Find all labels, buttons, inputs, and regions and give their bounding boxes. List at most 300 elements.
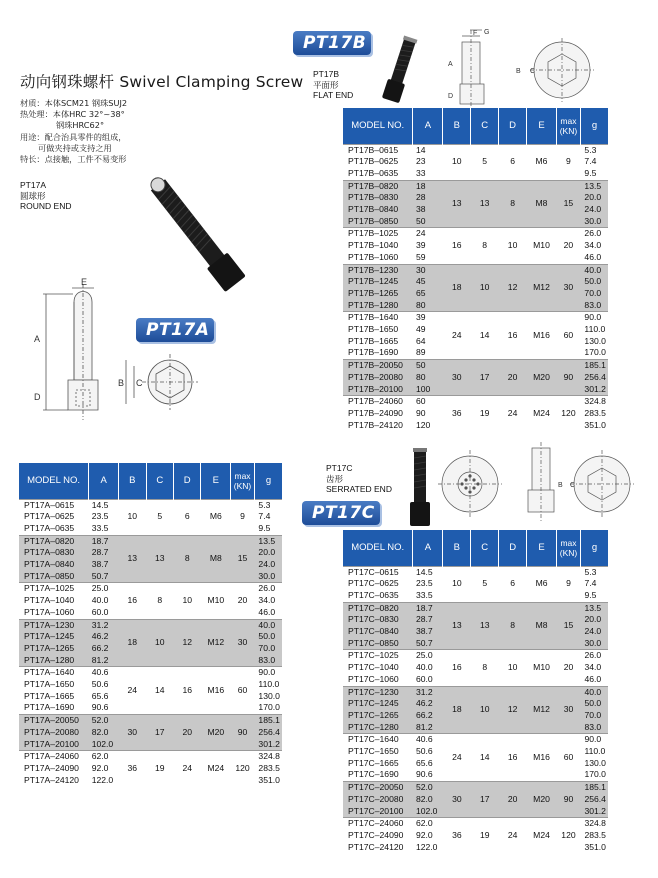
model-number-cell xyxy=(343,264,413,276)
model-number-cell xyxy=(343,590,413,602)
dim-c-cell: 14 xyxy=(146,667,173,715)
dim-a-cell: 50 xyxy=(413,216,443,228)
model-suffix: 0615 xyxy=(379,144,399,155)
model-number-cell xyxy=(343,769,413,781)
model-prefix: PT17C– xyxy=(348,578,380,589)
dim-a-cell: 50.6 xyxy=(91,679,109,690)
model-prefix: PT17B– xyxy=(348,407,380,418)
dim-label-f: F xyxy=(473,30,478,37)
model-suffix: 24090 xyxy=(379,407,403,418)
spec-table-pt17a xyxy=(19,463,282,786)
table-row xyxy=(19,535,282,547)
model-prefix: PT17A– xyxy=(24,583,56,594)
dim-c-cell: 5 xyxy=(471,144,499,180)
dim-label-c-a: C xyxy=(136,378,143,388)
dim-a-cell: 28.7 xyxy=(413,614,443,626)
model-prefix: PT17A– xyxy=(24,702,56,713)
model-suffix: 1265 xyxy=(379,709,399,720)
model-prefix: PT17A– xyxy=(24,751,56,762)
spec-line-heat-treatment: 热处理：本体HRC 32°~38° xyxy=(20,109,125,120)
model-number-cell xyxy=(343,276,413,288)
dim-c-cell: 8 xyxy=(146,583,173,619)
model-number-cell xyxy=(343,408,413,420)
model-prefix: PT17B– xyxy=(348,167,380,178)
model-prefix: PT17A– xyxy=(24,499,56,510)
max-load-cell: 90 xyxy=(556,360,580,396)
dim-a-cell: 92.0 xyxy=(91,762,109,773)
model-prefix: PT17B– xyxy=(348,396,380,407)
dim-a-cell: 60 xyxy=(413,396,443,408)
model-prefix: PT17C– xyxy=(348,566,380,577)
model-suffix: 20100 xyxy=(379,383,403,394)
model-prefix: PT17A– xyxy=(24,762,56,773)
table-row xyxy=(343,686,608,698)
model-number-cell xyxy=(19,775,89,787)
table-header-row xyxy=(343,530,608,566)
dim-c-cell: 8 xyxy=(471,228,499,264)
weight-cell: 7.4 xyxy=(258,511,271,522)
weight-cell: 185.1 xyxy=(580,782,608,794)
model-number-cell xyxy=(19,571,89,583)
thread-e-cell: M12 xyxy=(527,264,557,312)
dim-a-cell: 38 xyxy=(413,204,443,216)
dim-b-cell: 30 xyxy=(443,360,471,396)
dim-a-cell: 81.2 xyxy=(89,655,119,667)
model-suffix: 1280 xyxy=(379,721,399,732)
column-header: D xyxy=(174,463,201,499)
column-header: D xyxy=(499,530,527,566)
dim-label-a: A xyxy=(34,334,41,344)
model-number-cell xyxy=(343,698,413,710)
dim-a-cell: 31.2 xyxy=(413,686,443,698)
dim-a-cell: 23.5 xyxy=(415,578,433,589)
dim-a-cell: 82.0 xyxy=(89,727,119,739)
weight-cell: 20.0 xyxy=(580,192,608,204)
dim-label-b-a: B xyxy=(118,378,125,388)
model-suffix: 20050 xyxy=(55,715,79,726)
weight-cell: 5.3 xyxy=(254,499,282,511)
model-number-cell xyxy=(343,252,413,264)
spec-line-feature: 特长：点接触，工件不易变形 xyxy=(20,154,127,165)
drawing-pt17c xyxy=(440,440,640,530)
model-prefix: PT17B– xyxy=(348,180,380,191)
model-suffix: 1245 xyxy=(55,631,75,642)
model-suffix: 1650 xyxy=(379,324,399,335)
dim-a-cell: 28 xyxy=(413,192,443,204)
model-prefix: PT17C– xyxy=(348,698,380,709)
model-suffix: 24090 xyxy=(379,829,404,840)
dim-d-cell: 24 xyxy=(174,751,201,787)
model-number-cell xyxy=(343,396,413,408)
thread-e-cell: M20 xyxy=(527,782,557,818)
weight-cell: 13.5 xyxy=(254,535,282,547)
dim-c-cell: 17 xyxy=(471,360,499,396)
dim-b-cell: 16 xyxy=(443,228,471,264)
model-prefix: PT17A– xyxy=(24,679,56,690)
model-number-cell xyxy=(343,420,413,432)
dim-c-cell: 5 xyxy=(146,499,173,535)
dim-d-cell: 20 xyxy=(499,782,527,818)
model-prefix: PT17C– xyxy=(348,782,380,793)
weight-cell: 46.0 xyxy=(584,673,602,684)
dim-a-cell: 102.0 xyxy=(89,739,119,751)
weight-cell: 83.0 xyxy=(580,722,608,734)
thread-e-cell: M10 xyxy=(527,650,557,686)
weight-cell: 351.0 xyxy=(258,774,280,785)
dim-label-g: G xyxy=(484,29,490,36)
model-number-cell xyxy=(343,662,413,674)
model-suffix: 1690 xyxy=(379,769,399,780)
weight-cell: 7.4 xyxy=(584,578,597,589)
model-prefix: PT17C– xyxy=(348,614,380,625)
dim-b-cell: 16 xyxy=(119,583,146,619)
model-number-cell xyxy=(343,794,413,806)
weight-cell: 70.0 xyxy=(254,643,282,655)
model-prefix: PT17C– xyxy=(348,686,380,697)
dim-b-cell: 16 xyxy=(443,650,471,686)
max-load-cell: 90 xyxy=(557,782,581,818)
model-suffix: 0830 xyxy=(55,547,75,558)
dim-label-d-b: D xyxy=(448,93,454,100)
weight-cell: 20.0 xyxy=(254,547,282,559)
weight-cell: 170.0 xyxy=(584,347,606,358)
model-number-cell xyxy=(19,643,89,655)
model-prefix: PT17A– xyxy=(24,606,56,617)
dim-a-cell: 39 xyxy=(413,312,443,324)
weight-cell: 110.0 xyxy=(584,324,606,335)
model-prefix: PT17A– xyxy=(24,535,56,546)
model-number-cell xyxy=(343,360,413,372)
model-prefix: PT17A– xyxy=(24,715,56,726)
model-suffix: 1665 xyxy=(379,757,399,768)
weight-cell: 283.5 xyxy=(584,407,606,418)
model-prefix: PT17B– xyxy=(348,335,380,346)
dim-a-cell: 46.2 xyxy=(413,698,443,710)
dim-d-cell: 8 xyxy=(499,602,527,650)
column-header: B xyxy=(443,530,471,566)
weight-cell: 46.0 xyxy=(584,251,602,262)
weight-cell: 83.0 xyxy=(254,655,282,667)
dim-label-a-b: A xyxy=(448,61,453,68)
model-prefix: PT17C– xyxy=(348,650,380,661)
model-suffix: 0840 xyxy=(379,204,399,215)
dim-a-cell: 50.7 xyxy=(413,638,443,650)
model-suffix: 20080 xyxy=(379,793,404,804)
model-number-cell xyxy=(343,842,413,854)
dim-d-cell: 16 xyxy=(174,667,201,715)
dim-d-cell: 10 xyxy=(499,650,527,686)
dim-a-cell: 52.0 xyxy=(89,715,119,727)
dim-d-cell: 10 xyxy=(174,583,201,619)
model-number-cell xyxy=(19,595,89,607)
dim-b-cell: 13 xyxy=(119,535,146,583)
variant-a-code: PT17A xyxy=(20,180,46,190)
model-suffix: 1025 xyxy=(55,583,75,594)
model-suffix: 1040 xyxy=(379,240,399,251)
model-suffix: 24060 xyxy=(55,751,79,762)
model-prefix: PT17C– xyxy=(348,721,380,732)
model-number-cell xyxy=(343,758,413,770)
dim-a-cell: 100 xyxy=(413,384,443,396)
model-suffix: 24090 xyxy=(55,762,79,773)
model-prefix: PT17A– xyxy=(24,631,56,642)
dim-b-cell: 18 xyxy=(119,619,146,667)
model-number-cell xyxy=(19,499,89,511)
model-number-cell xyxy=(343,818,413,830)
dim-a-cell: 18.7 xyxy=(413,602,443,614)
dim-a-cell: 90 xyxy=(415,407,426,418)
column-header: E xyxy=(527,530,557,566)
table-row xyxy=(343,144,608,156)
weight-cell: 301.2 xyxy=(254,739,282,751)
dim-a-cell: 33.5 xyxy=(415,589,433,600)
weight-cell: 46.0 xyxy=(258,606,276,617)
dim-b-cell: 30 xyxy=(119,715,146,751)
model-number-cell xyxy=(19,679,89,691)
column-header: max (KN) xyxy=(231,463,255,499)
column-header: C xyxy=(146,463,173,499)
dim-a-cell: 33.5 xyxy=(91,522,109,533)
model-prefix: PT17B– xyxy=(348,360,380,371)
column-header: MODEL NO. xyxy=(343,108,413,144)
weight-cell: 34.0 xyxy=(258,595,276,606)
model-suffix: 0820 xyxy=(379,602,399,613)
model-number-cell xyxy=(343,312,413,324)
weight-cell: 324.8 xyxy=(580,396,608,408)
model-suffix: 1690 xyxy=(379,347,399,358)
model-suffix: 20100 xyxy=(55,738,79,749)
weight-cell: 301.2 xyxy=(580,806,608,818)
model-suffix: 0840 xyxy=(379,626,399,637)
model-number-cell xyxy=(19,739,89,751)
weight-cell: 351.0 xyxy=(584,841,606,852)
dim-b-cell: 10 xyxy=(119,499,146,535)
model-suffix: 1060 xyxy=(55,606,75,617)
model-prefix: PT17C– xyxy=(348,734,380,745)
weight-cell: 24.0 xyxy=(580,204,608,216)
thread-e-cell: M20 xyxy=(201,715,231,751)
model-prefix: PT17C– xyxy=(348,818,380,829)
weight-cell: 24.0 xyxy=(580,626,608,638)
weight-cell: 50.0 xyxy=(580,698,608,710)
model-number-cell xyxy=(343,614,413,626)
dim-a-cell: 92.0 xyxy=(415,829,433,840)
dim-a-cell: 82.0 xyxy=(413,794,443,806)
model-prefix: PT17C– xyxy=(348,841,380,852)
model-number-cell xyxy=(343,336,413,348)
model-number-cell xyxy=(343,734,413,746)
model-number-cell xyxy=(343,204,413,216)
weight-cell: 130.0 xyxy=(584,757,606,768)
max-load-cell: 60 xyxy=(556,312,580,360)
column-header: max (KN) xyxy=(556,108,580,144)
variant-label-c xyxy=(326,463,392,495)
dim-a-cell: 90.6 xyxy=(91,702,109,713)
model-number-cell xyxy=(343,144,413,156)
dim-a-cell: 30 xyxy=(413,264,443,276)
dim-a-cell: 18.7 xyxy=(89,535,119,547)
model-suffix: 0830 xyxy=(379,614,399,625)
model-number-cell xyxy=(343,288,413,300)
dim-d-cell: 6 xyxy=(499,144,527,180)
dim-a-cell: 23 xyxy=(415,156,426,167)
dim-c-cell: 10 xyxy=(471,686,499,734)
max-load-cell: 120 xyxy=(557,818,581,854)
dim-a-cell: 33 xyxy=(415,167,426,178)
column-header: E xyxy=(201,463,231,499)
model-number-cell xyxy=(343,168,413,180)
thread-e-cell: M16 xyxy=(201,667,231,715)
thread-e-cell: M10 xyxy=(201,583,231,619)
dim-a-cell: 50.6 xyxy=(415,746,433,757)
dim-b-cell: 10 xyxy=(443,144,471,180)
model-number-cell xyxy=(19,631,89,643)
model-number-cell xyxy=(343,674,413,686)
model-suffix: 1245 xyxy=(379,276,399,287)
model-suffix: 1040 xyxy=(55,595,75,606)
dim-a-cell: 31.2 xyxy=(89,619,119,631)
model-suffix: 0635 xyxy=(379,589,399,600)
dim-a-cell: 40.0 xyxy=(415,662,433,673)
model-prefix: PT17B– xyxy=(348,347,380,358)
model-suffix: 1265 xyxy=(55,642,75,653)
dim-d-cell: 8 xyxy=(499,180,527,228)
weight-cell: 70.0 xyxy=(580,710,608,722)
dim-a-cell: 18 xyxy=(413,180,443,192)
product-title: 动向钢珠螺杆 Swivel Clamping Screw xyxy=(20,73,304,91)
weight-cell: 34.0 xyxy=(584,240,602,251)
table-row xyxy=(19,751,282,763)
model-number-cell xyxy=(19,702,89,714)
dim-a-cell: 122.0 xyxy=(415,841,438,852)
spec-table-pt17c xyxy=(343,530,608,853)
dim-a-cell: 52.0 xyxy=(413,782,443,794)
model-prefix: PT17C– xyxy=(348,769,380,780)
dim-a-cell: 38.7 xyxy=(413,626,443,638)
table-row xyxy=(343,782,608,794)
model-number-cell xyxy=(343,192,413,204)
model-number-cell xyxy=(19,619,89,631)
table-row xyxy=(343,602,608,614)
dim-c-cell: 13 xyxy=(146,535,173,583)
weight-cell: 324.8 xyxy=(580,818,608,830)
model-prefix: PT17B– xyxy=(348,299,380,310)
model-prefix: PT17B– xyxy=(348,240,380,251)
model-prefix: PT17B– xyxy=(348,419,380,430)
weight-cell: 7.4 xyxy=(584,156,597,167)
table-row xyxy=(19,667,282,679)
dim-c-cell: 17 xyxy=(471,782,499,818)
weight-cell: 40.0 xyxy=(580,264,608,276)
model-prefix: PT17C– xyxy=(348,829,380,840)
dim-a-cell: 59 xyxy=(415,251,426,262)
column-header: MODEL NO. xyxy=(343,530,413,566)
weight-cell: 50.0 xyxy=(254,631,282,643)
dim-c-cell: 10 xyxy=(471,264,499,312)
model-number-cell xyxy=(343,384,413,396)
model-suffix: 1280 xyxy=(55,654,75,665)
dim-a-cell: 40.6 xyxy=(413,734,443,746)
weight-cell: 26.0 xyxy=(580,650,608,662)
column-header: B xyxy=(443,108,471,144)
max-load-cell: 20 xyxy=(556,228,580,264)
weight-cell: 26.0 xyxy=(580,228,608,240)
model-suffix: 1665 xyxy=(379,335,399,346)
table-row xyxy=(19,715,282,727)
max-load-cell: 9 xyxy=(231,499,255,535)
model-suffix: 0830 xyxy=(379,192,399,203)
model-prefix: PT17B– xyxy=(348,204,380,215)
drawing-pt17a xyxy=(28,277,208,430)
weight-cell: 110.0 xyxy=(584,746,606,757)
model-prefix: PT17B– xyxy=(348,371,380,382)
model-suffix: 1230 xyxy=(379,686,399,697)
model-number-cell xyxy=(343,782,413,794)
model-number-cell xyxy=(343,324,413,336)
dim-a-cell: 66.2 xyxy=(89,643,119,655)
weight-cell: 30.0 xyxy=(580,638,608,650)
column-header: A xyxy=(413,530,443,566)
table-row xyxy=(343,228,608,240)
thread-e-cell: M8 xyxy=(201,535,231,583)
weight-cell: 256.4 xyxy=(580,372,608,384)
dim-d-cell: 6 xyxy=(174,499,201,535)
table-row xyxy=(19,499,282,511)
weight-cell: 324.8 xyxy=(254,751,282,763)
max-load-cell: 20 xyxy=(231,583,255,619)
model-suffix: 24120 xyxy=(55,774,79,785)
table-header-row xyxy=(19,463,282,499)
model-prefix: PT17B– xyxy=(348,264,380,275)
model-number-cell xyxy=(343,626,413,638)
product-title-block xyxy=(20,70,304,165)
thread-e-cell: M16 xyxy=(527,734,557,782)
model-prefix: PT17B– xyxy=(348,251,380,262)
weight-cell: 283.5 xyxy=(258,762,280,773)
model-prefix: PT17A– xyxy=(24,619,56,630)
table-row xyxy=(343,360,608,372)
dim-a-cell: 23.5 xyxy=(91,511,109,522)
dim-c-cell: 13 xyxy=(471,180,499,228)
column-header: B xyxy=(119,463,146,499)
thread-e-cell: M6 xyxy=(201,499,231,535)
dim-c-cell: 19 xyxy=(471,818,499,854)
model-number-cell xyxy=(19,511,89,523)
model-number-cell xyxy=(343,830,413,842)
table-row xyxy=(19,583,282,595)
dim-a-cell: 25.0 xyxy=(413,650,443,662)
model-number-cell xyxy=(343,722,413,734)
weight-cell: 5.3 xyxy=(580,566,608,578)
column-header: MODEL NO. xyxy=(19,463,89,499)
dim-a-cell: 40.6 xyxy=(89,667,119,679)
model-suffix: 1640 xyxy=(379,734,399,745)
dim-a-cell: 39 xyxy=(415,240,426,251)
model-prefix: PT17C– xyxy=(348,637,380,648)
weight-cell: 70.0 xyxy=(580,288,608,300)
table-row xyxy=(19,619,282,631)
model-prefix: PT17A– xyxy=(24,511,56,522)
dim-label-b-b: B xyxy=(516,68,521,75)
model-suffix: 1650 xyxy=(55,679,75,690)
model-prefix: PT17A– xyxy=(24,595,56,606)
model-prefix: PT17C– xyxy=(348,757,380,768)
model-prefix: PT17B– xyxy=(348,156,380,167)
dim-a-cell: 14.5 xyxy=(89,499,119,511)
dim-label-b-c: B xyxy=(558,482,563,489)
model-prefix: PT17B– xyxy=(348,287,380,298)
model-prefix: PT17C– xyxy=(348,662,380,673)
